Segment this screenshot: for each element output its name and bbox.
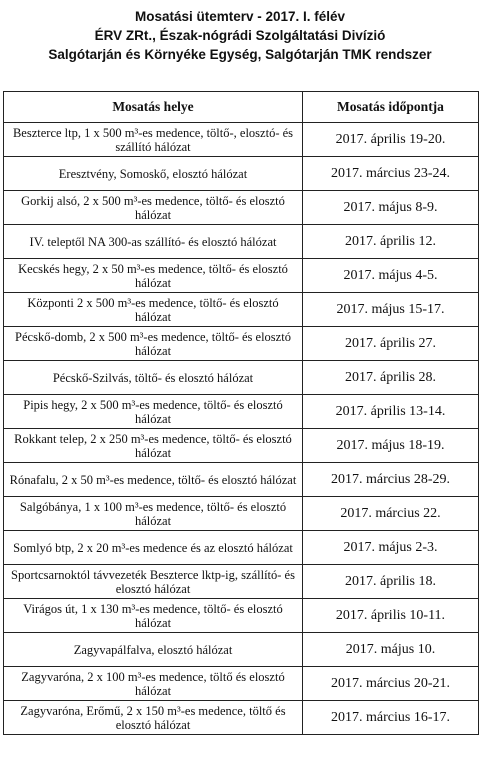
table-row bbox=[4, 293, 479, 327]
cell-date: 2017. március 22. bbox=[303, 497, 479, 531]
document-title: Mosatási ütemterv - 2017. I. félév bbox=[134, 9, 346, 24]
table-row bbox=[4, 531, 479, 565]
cell-date: 2017. április 18. bbox=[303, 565, 479, 599]
cell-date: 2017. május 15-17. bbox=[303, 293, 479, 327]
cell-date: 2017. április 12. bbox=[303, 225, 479, 259]
cell-place: Beszterce ltp, 1 x 500 m³-es medence, töltő-, elosztó- és szállító hálózat bbox=[4, 123, 303, 157]
cell-date: 2017. május 4-5. bbox=[303, 259, 479, 293]
cell-date: 2017. április 19-20. bbox=[303, 123, 479, 157]
cell-place: Sportcsarnoktól távvezeték Beszterce lktp-ig, szállító- és elosztó hálózat bbox=[4, 565, 303, 599]
table-row bbox=[4, 429, 479, 463]
cell-place: Eresztvény, Somoskő, elosztó hálózat bbox=[4, 157, 303, 191]
cell-date: 2017. március 16-17. bbox=[303, 701, 479, 735]
cell-place: Pécskő-Szilvás, töltő- és elosztó hálózat bbox=[4, 361, 303, 395]
system-line: Salgótarján és Környéke Egység, Salgótarján TMK rendszer bbox=[48, 47, 432, 62]
table-row bbox=[4, 497, 479, 531]
organization-line: ÉRV ZRt., Észak-nógrádi Szolgáltatási Divízió bbox=[94, 28, 386, 43]
cell-place: Salgóbánya, 1 x 100 m³-es medence, töltő- és elosztó hálózat bbox=[4, 497, 303, 531]
table-row bbox=[4, 225, 479, 259]
column-header-place: Mosatás helye bbox=[4, 92, 303, 123]
cell-place: IV. teleptől NA 300-as szállító- és elosztó hálózat bbox=[4, 225, 303, 259]
cell-place: Zagyvaróna, Erőmű, 2 x 150 m³-es medence, töltő és elosztó hálózat bbox=[4, 701, 303, 735]
cell-date: 2017. március 20-21. bbox=[303, 667, 479, 701]
table-row bbox=[4, 157, 479, 191]
cell-place: Zagyvapálfalva, elosztó hálózat bbox=[4, 633, 303, 667]
table-row bbox=[4, 565, 479, 599]
table-row bbox=[4, 633, 479, 667]
table-header-row bbox=[4, 92, 479, 123]
cell-date: 2017. április 10-11. bbox=[303, 599, 479, 633]
table-row bbox=[4, 667, 479, 701]
table-row bbox=[4, 361, 479, 395]
table-row bbox=[4, 701, 479, 735]
table-row bbox=[4, 123, 479, 157]
cell-date: 2017. március 28-29. bbox=[303, 463, 479, 497]
cell-date: 2017. május 2-3. bbox=[303, 531, 479, 565]
table-row bbox=[4, 191, 479, 225]
cell-place: Kecskés hegy, 2 x 50 m³-es medence, töltő- és elosztó hálózat bbox=[4, 259, 303, 293]
cell-date: 2017. május 18-19. bbox=[303, 429, 479, 463]
cell-date: 2017. május 8-9. bbox=[303, 191, 479, 225]
cell-date: 2017. március 23-24. bbox=[303, 157, 479, 191]
cell-place: Pipis hegy, 2 x 500 m³-es medence, töltő- és elosztó hálózat bbox=[4, 395, 303, 429]
cell-place: Központi 2 x 500 m³-es medence, töltő- és elosztó hálózat bbox=[4, 293, 303, 327]
table-row bbox=[4, 599, 479, 633]
schedule-table bbox=[3, 91, 479, 735]
cell-place: Pécskő-domb, 2 x 500 m³-es medence, töltő- és elosztó hálózat bbox=[4, 327, 303, 361]
cell-date: 2017. április 28. bbox=[303, 361, 479, 395]
cell-place: Virágos út, 1 x 130 m³-es medence, töltő- és elosztó hálózat bbox=[4, 599, 303, 633]
table-row bbox=[4, 395, 479, 429]
cell-place: Rónafalu, 2 x 50 m³-es medence, töltő- és elosztó hálózat bbox=[4, 463, 303, 497]
cell-date: 2017. április 27. bbox=[303, 327, 479, 361]
cell-date: 2017. május 10. bbox=[303, 633, 479, 667]
cell-place: Zagyvaróna, 2 x 100 m³-es medence, töltő és elosztó hálózat bbox=[4, 667, 303, 701]
cell-date: 2017. április 13-14. bbox=[303, 395, 479, 429]
cell-place: Gorkij alsó, 2 x 500 m³-es medence, töltő- és elosztó hálózat bbox=[4, 191, 303, 225]
table-row bbox=[4, 259, 479, 293]
column-header-date: Mosatás időpontja bbox=[303, 92, 479, 123]
table-row bbox=[4, 327, 479, 361]
table-row bbox=[4, 463, 479, 497]
cell-place: Rokkant telep, 2 x 250 m³-es medence, töltő- és elosztó hálózat bbox=[4, 429, 303, 463]
cell-place: Somlyó btp, 2 x 20 m³-es medence és az elosztó hálózat bbox=[4, 531, 303, 565]
